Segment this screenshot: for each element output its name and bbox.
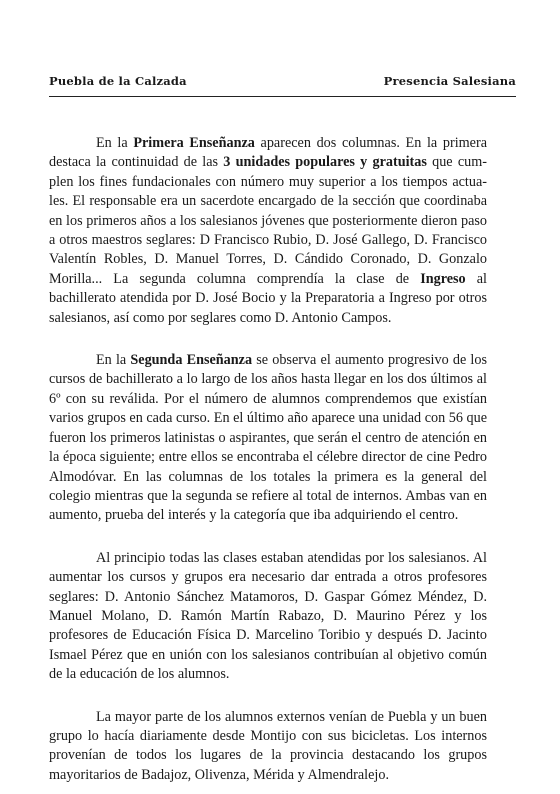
bold-term: Ingreso (420, 270, 466, 287)
text-run: La mayor parte de los alumnos externos venían de Puebla y un buen grupo lo hacía diariamente desde Montijo con sus bicicletas. Los internos provenían de todos los lugares de la provincia destacando los grupos mayoritarios de Badajoz, Olivenza, Mérida y Almendralejo. (49, 708, 487, 783)
text-run: se observa el aumento progresivo de los cursos de bachillerato a lo largo de los años hasta llegar en los dos últimos al 6º con su reválida. Por el número de alumnos comprendemos que existían varios grupos en cada curso. En el último año aparece una unidad con 56 que fueron los primeros latinistas o aspirantes, que serán el centro de atención en la época siguiente; entre ellos se encontraba el célebre director de cine Pedro Almodóvar. En las columnas de los totales la primera es la general del colegio mientras que la segunda se refiere al total de internos. Ambas van en aumento, prueba del interés y la categoría que iba adquiriendo el centro. (49, 352, 487, 524)
text-run: Al principio todas las clases estaban atendidas por los salesianos. Al aumentar los cursos y grupos era necesario dar entrada a otros profesores seglares: D. Antonio Sánchez Matamoros, D. Gaspar Gómez Méndez, D. Manuel Molano, D. Ramón Martín Rabazo, D. Maurino Pérez y los profesores de Educación Física D. Marcelino Toribio y después D. Jacinto Ismael Pérez que en unión con los salesianos contribuían al objetivo común de la educación de los alumnos. (49, 549, 487, 683)
bold-term: 3 unidades populares y gratuitas (223, 154, 427, 171)
text-run: En la (96, 352, 131, 369)
paragraph-primera-ensenanza (49, 134, 487, 328)
header-section-title: Presencia Salesiana (383, 74, 516, 88)
page-body (49, 134, 487, 785)
running-header (49, 74, 516, 97)
text-run: que cumplen los fines fundacionales con número muy superior a los tiempos actuales. El responsable era un sacerdote encargado de la sección que coordinaba en los primeros años a los salesianos jóvenes que posteriormente dieron paso a otros maestros seglares: D Francisco Rubio, D. José Gallego, D. Francisco Valentín Robles, D. Manuel Torres, D. Cándido Coronado, D. Gonzalo Morilla... La segunda columna comprendía la clase de (49, 154, 487, 287)
paragraph-segunda-ensenanza (49, 351, 487, 526)
text-run: aparecen dos columnas. En la primera destaca la continuidad de las (49, 135, 487, 171)
bold-term: Primera Enseñanza (133, 135, 255, 151)
paragraph-alumnos-procedencia (49, 708, 487, 786)
bold-term: Segunda Enseñanza (130, 352, 253, 369)
text-run: En la (96, 135, 134, 151)
text-run: al bachillerato atendida por D. José Bocio y la Preparatoria a Ingreso por otros salesianos, así como por seglares como D. Antonio Campos. (49, 270, 487, 326)
paragraph-profesores-seglares (49, 549, 487, 685)
header-book-title: Puebla de la Calzada (49, 74, 187, 88)
